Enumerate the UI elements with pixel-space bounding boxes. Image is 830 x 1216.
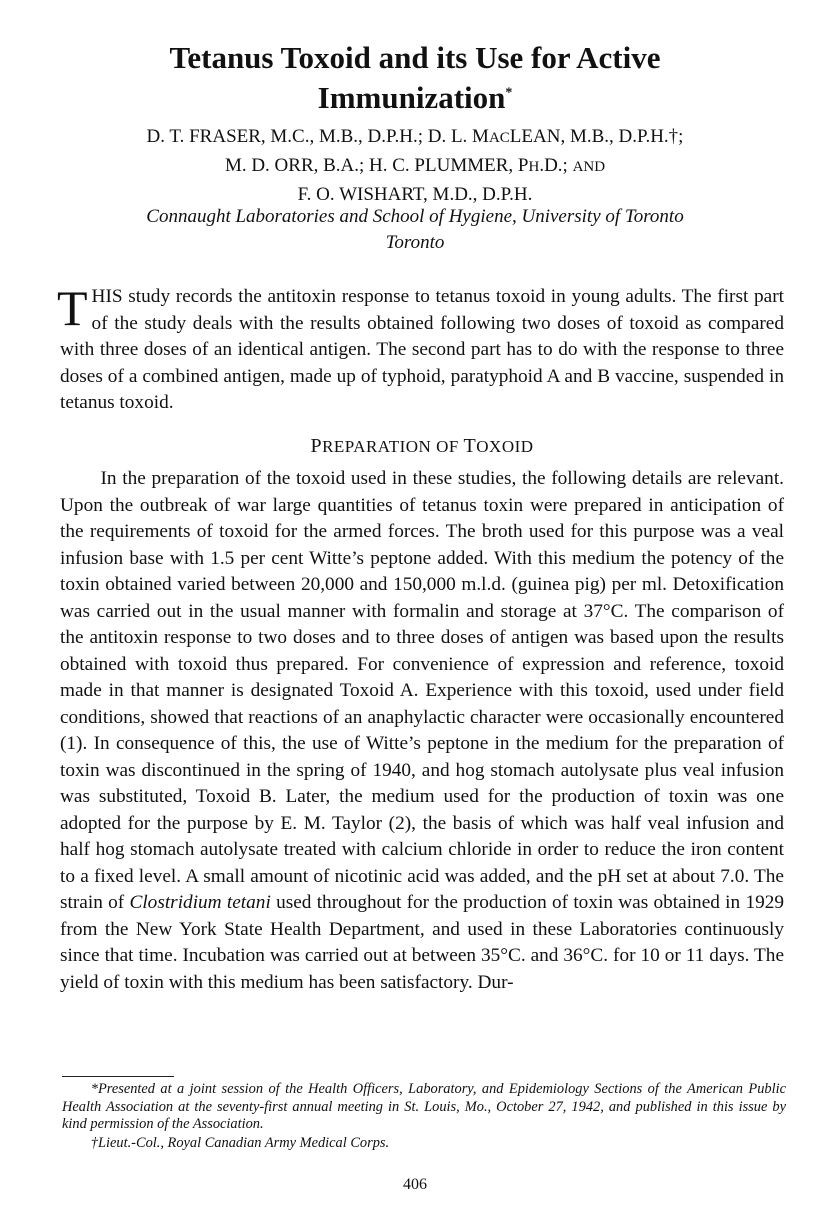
- intro-paragraph: [57, 280, 784, 417]
- organism-name: Clostridium tetani: [129, 892, 271, 913]
- footnote-rule: [62, 1076, 174, 1077]
- author-list: [40, 123, 790, 208]
- author-line-2: M. D. ORR, B.A.; H. C. PLUMMER, PH.D.; AND: [224, 155, 606, 176]
- author-line-3: F. O. WISHART, M.D., D.P.H.: [297, 184, 533, 205]
- footnote-presented: *Presented at a joint session of the Health Officers, Laboratory, and Epidemiology Sections of the American Public Health Association at the seventy-first annual meeting in St. Louis, Mo., October 27, 1942, and published in this issue by kind permission of the Association.: [62, 1081, 786, 1132]
- drop-cap: T: [57, 280, 88, 336]
- intro-text: HIS study records the antitoxin response to tetanus toxoid in young adults. The first part of the study deals with the results obtained following two doses of toxoid as compared with three doses of an identical antigen. The second part has to do with the response to three doses of a combined antigen, made up of typhoid, paratyphoid A and B vaccine, suspended in tetanus toxoid.: [60, 286, 784, 413]
- page-number: 406: [403, 1176, 427, 1193]
- preparation-paragraph: In the preparation of the toxoid used in these studies, the following details are relevant. Upon the outbreak of war large quantities of tetanus toxin were prepared in anticipation of the requirements of toxoid for the armed forces. The broth used for this purpose was a veal infusion base with 1.5 per cent Witte’s peptone added. With this medium the potency of the toxin obtained varied between 20,000 and 150,000 m.l.d. (guinea pig) per ml. Detoxification was carried out in the usual manner with formalin and storage at 37°C. The comparison of the antitoxin response to two doses and to three doses of antigen was based upon the results obtained with toxoid thus prepared. For convenience of expression and reference, toxoid made in that manner is designated Toxoid A. Experience with this toxoid, used under field conditions, showed that reactions of an anaphylactic character were occasionally encountered (1). In consequence of this, the use of Witte’s peptone in the medium for the preparation of toxin was discontinued in the spring of 1940, and hog stomach autolysate plus veal infusion was substituted, Toxoid B. Later, the medium used for the production of toxin was one adopted for the purpose by E. M. Taylor (2), the basis of which was half veal infusion and half hog stomach autolysate treated with calcium chloride in order to reduce the iron content to a fixed level. A small amount of nicotinic acid was added, and the pH set at about 7.0. The strain of Clostridium tetani used throughout for the production of toxin was obtained in 1929 from the New York State Health Department, and used in these Laboratories continuously since that time. Incubation was carried out at between 35°C. and 36°C. for 10 or 11 days. The yield of toxin with this medium has been satisfactory. Dur-: [60, 468, 785, 993]
- section-heading: PREPARATION OF TOXOID: [310, 435, 534, 457]
- affiliation-line-2: Toronto: [385, 232, 445, 253]
- affiliation-line-1: Connaught Laboratories and School of Hygiene, University of Toronto: [146, 206, 684, 227]
- article-title: [60, 38, 770, 118]
- affiliation: [40, 204, 790, 256]
- author-line-1: D. T. FRASER, M.C., M.B., D.P.H.; D. L. MACLEAN, M.B., D.P.H.†;: [146, 126, 684, 147]
- title-line-2: Immunization: [317, 80, 506, 115]
- title-line-1: Tetanus Toxoid and its Use for Active: [169, 40, 661, 75]
- footnote-affiliation: †Lieut.-Col., Royal Canadian Army Medical Corps.: [90, 1134, 390, 1151]
- footnotes: [62, 1081, 786, 1152]
- title-footnote-mark: *: [505, 85, 513, 101]
